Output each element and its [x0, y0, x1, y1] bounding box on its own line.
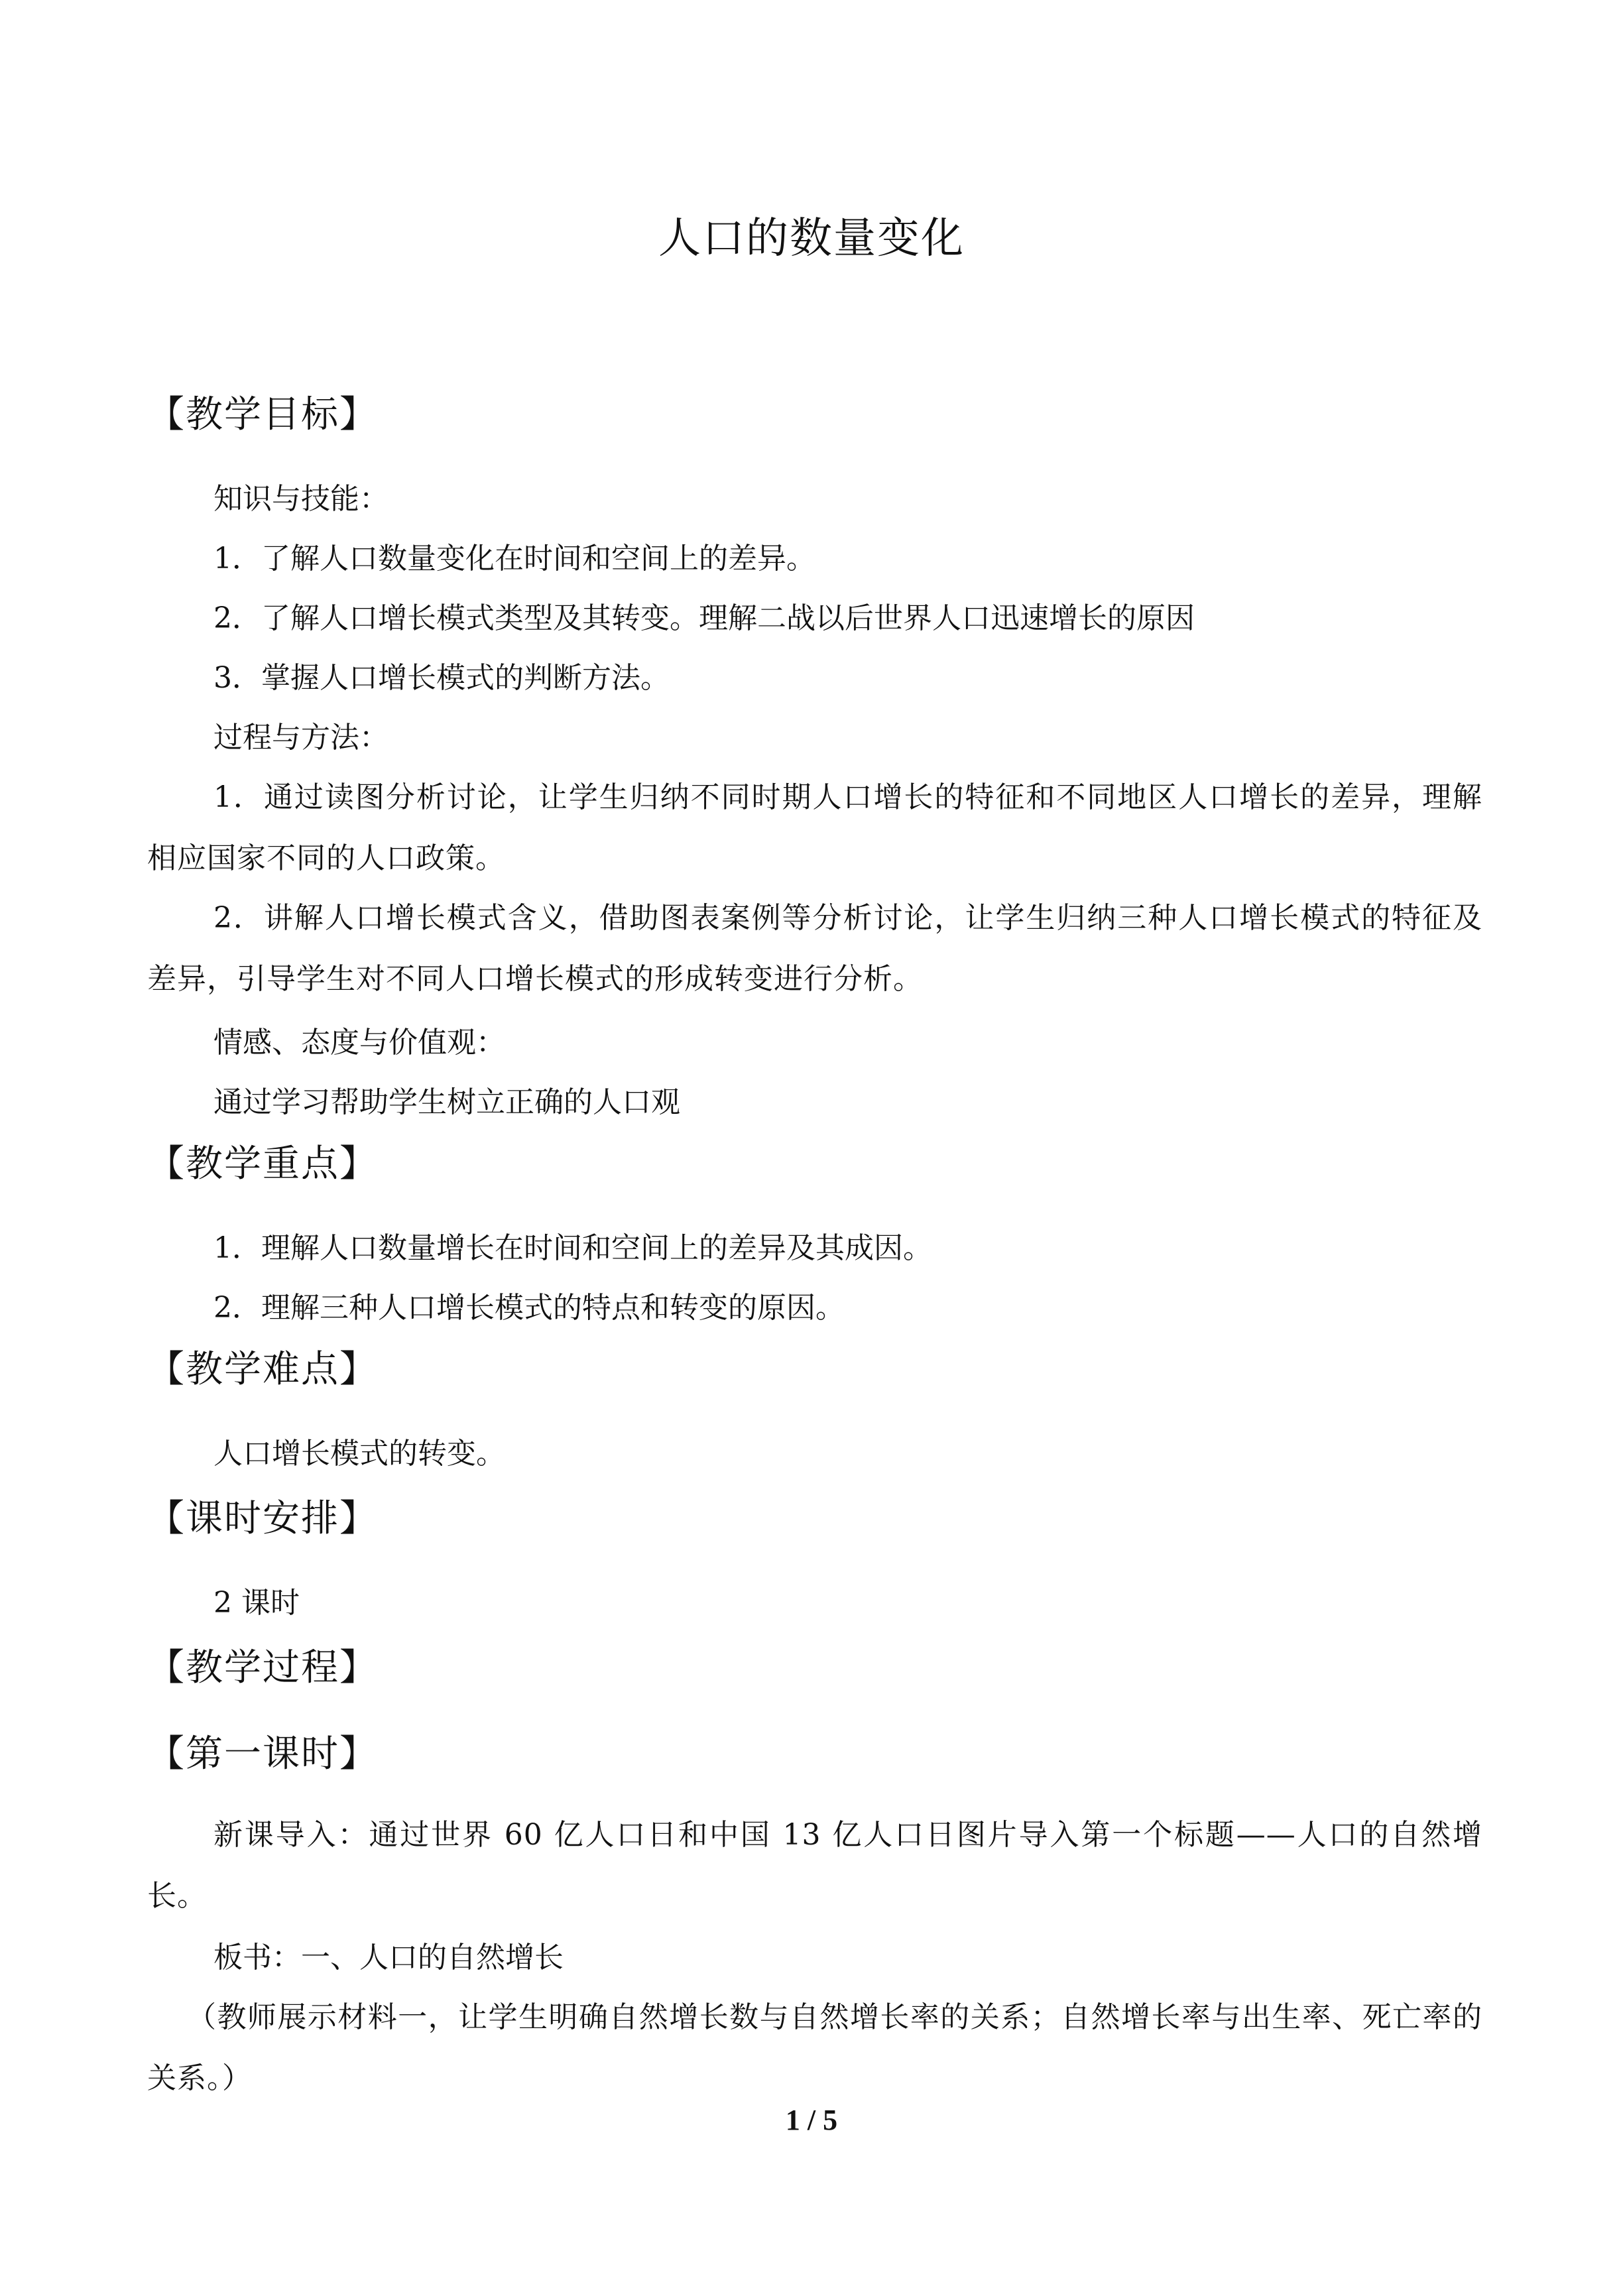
schedule-text: 2 课时	[213, 1586, 300, 1620]
knowledge-item-2: 2．了解人口增长模式类型及其转变。理解二战以后世界人口迅速增长的原因	[213, 601, 1195, 635]
document-title: 人口的数量变化	[658, 214, 965, 263]
heading-key-points: 【教学重点】	[147, 1142, 378, 1185]
heading-objectives: 【教学目标】	[147, 393, 378, 436]
knowledge-item-1: 1．了解人口数量变化在时间和空间上的差异。	[213, 542, 815, 575]
key-point-2: 2．理解三种人口增长模式的特点和转变的原因。	[213, 1291, 845, 1325]
process-item-1: 1．通过读图分析讨论，让学生归纳不同时期人口增长的特征和不同地区人口增长的差异，理解相应国家不同的人口政策。	[147, 780, 1482, 875]
heading-first-lesson: 【第一课时】	[147, 1732, 378, 1776]
difficulty-text: 人口增长模式的转变。	[213, 1437, 505, 1471]
process-item-2: 2．讲解人口增长模式含义，借助图表案例等分析讨论，让学生归纳三种人口增长模式的特征及差异，引导学生对不同人口增长模式的形成转变进行分析。	[147, 901, 1482, 996]
heading-difficulties: 【教学难点】	[147, 1348, 378, 1391]
lesson-intro: 新课导入：通过世界 60 亿人口日和中国 13 亿人口日图片导入第一个标题——人口的自然增长。	[147, 1818, 1482, 1913]
heading-schedule: 【课时安排】	[147, 1497, 378, 1540]
emotion-text: 通过学习帮助学生树立正确的人口观	[213, 1085, 680, 1119]
lesson-board: 板书：一、人口的自然增长	[213, 1941, 564, 1974]
key-point-1: 1．理解人口数量增长在时间和空间上的差异及其成因。	[213, 1231, 932, 1265]
heading-process: 【教学过程】	[147, 1646, 378, 1689]
process-label: 过程与方法：	[213, 721, 389, 755]
page-number: 1 / 5	[785, 2104, 838, 2136]
knowledge-item-3: 3．掌握人口增长模式的判断方法。	[213, 661, 670, 695]
lesson-note: （教师展示材料一，让学生明确自然增长数与自然增长率的关系；自然增长率与出生率、死亡率的关系。）	[147, 2000, 1482, 2095]
emotion-label: 情感、态度与价值观：	[213, 1026, 505, 1059]
knowledge-label: 知识与技能：	[213, 482, 389, 516]
